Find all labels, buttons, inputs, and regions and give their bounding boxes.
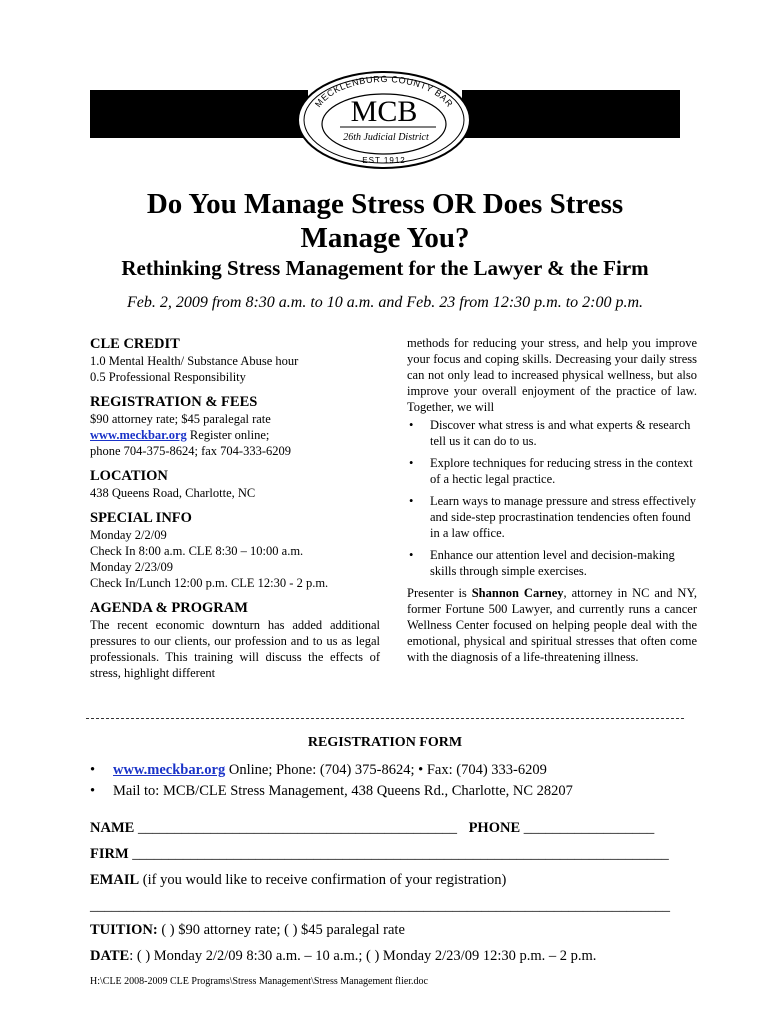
bullet-icon: • bbox=[90, 783, 96, 799]
email-note: (if you would like to receive confirmation of your registration) bbox=[139, 872, 507, 888]
location-address: 438 Queens Road, Charlotte, NC bbox=[90, 486, 256, 500]
special-line-2: Check In 8:00 a.m. CLE 8:30 – 10:00 a.m. bbox=[90, 544, 304, 558]
firm-row bbox=[90, 846, 690, 863]
subtitle: Rethinking Stress Management for the Lawyer & the Firm bbox=[121, 256, 649, 280]
meckbar-link[interactable]: www.meckbar.org bbox=[90, 428, 187, 442]
event-dates: Feb. 2, 2009 from 8:30 a.m. to 10 a.m. and Feb. 23 from 12:30 p.m. to 2:00 p.m. bbox=[126, 294, 644, 311]
special-line-3: Monday 2/23/09 bbox=[90, 560, 173, 574]
phone-label: PHONE bbox=[468, 820, 521, 836]
registration-form-title: REGISTRATION FORM bbox=[307, 735, 463, 750]
logo-ring-text: MECKLENBURG COUNTY BAR bbox=[312, 73, 456, 110]
presenter-name: Shannon Carney bbox=[471, 586, 564, 600]
name-phone-row bbox=[90, 820, 690, 837]
date-row bbox=[90, 948, 690, 965]
firm-label: FIRM bbox=[90, 846, 129, 862]
bullet-icon: • bbox=[409, 456, 414, 470]
list-item: • Learn ways to manage pressure and stress effectively and side-step procrastination tendencies often found in a law office. bbox=[409, 494, 696, 540]
intro-paragraph: methods for reducing your stress, and help you improve your focus and coping skills. Decreasing your daily stress can not only lead to increased physical wellness, but also improve your overall enjoyment of the practice of law. Together, we will bbox=[407, 336, 697, 414]
registration-methods bbox=[90, 760, 690, 802]
date-label: DATE bbox=[90, 948, 130, 964]
left-column bbox=[90, 335, 380, 681]
firm-field[interactable]: __________________________________________________________________________ bbox=[132, 846, 669, 862]
phone-field[interactable]: __________________ bbox=[523, 820, 655, 836]
title-line-2: Manage You? bbox=[300, 222, 470, 254]
header-banner-left bbox=[90, 90, 308, 138]
bullet-icon: • bbox=[409, 494, 414, 508]
title-line-1: Do You Manage Stress OR Does Stress bbox=[146, 188, 624, 220]
right-column bbox=[407, 335, 697, 665]
file-path-footer: H:\CLE 2008-2009 CLE Programs\Stress Management\Stress Management flier.doc bbox=[90, 976, 428, 987]
fees-line-2 bbox=[90, 427, 380, 443]
special-line-1: Monday 2/2/09 bbox=[90, 528, 167, 542]
bullet-icon: • bbox=[409, 548, 414, 562]
cut-line-divider bbox=[86, 718, 684, 719]
logo-initials: MCB bbox=[350, 95, 418, 128]
email-label: EMAIL bbox=[90, 872, 140, 888]
fees-register-text: Register online; bbox=[186, 428, 270, 442]
list-item: • Mail to: MCB/CLE Stress Management, 438 Queens Rd., Charlotte, NC 28207 bbox=[90, 781, 690, 802]
list-item: • www.meckbar.org Online; Phone: (704) 375-8624; • Fax: (704) 333-6209 bbox=[90, 760, 690, 781]
cle-line-2: 0.5 Professional Responsibility bbox=[90, 370, 246, 384]
fees-heading: REGISTRATION & FEES bbox=[90, 394, 258, 410]
special-info-heading: SPECIAL INFO bbox=[90, 510, 192, 526]
mcb-logo bbox=[296, 70, 472, 170]
header-banner-right bbox=[462, 90, 680, 138]
goals-list bbox=[407, 417, 697, 579]
special-line-4: Check In/Lunch 12:00 p.m. CLE 12:30 - 2 p.m. bbox=[90, 576, 329, 590]
email-row bbox=[90, 872, 690, 889]
email-field[interactable]: ________________________________________________________________________________ bbox=[90, 898, 670, 914]
registration-online-link[interactable]: www.meckbar.org bbox=[113, 762, 226, 778]
cle-line-1: 1.0 Mental Health/ Substance Abuse hour bbox=[90, 354, 299, 368]
cle-heading: CLE CREDIT bbox=[90, 336, 180, 352]
bullet-icon: • bbox=[409, 418, 414, 432]
list-item: • Discover what stress is and what experts & research tell us it can do to us. bbox=[409, 418, 691, 448]
fees-line-3: phone 704-375-8624; fax 704-333-6209 bbox=[90, 444, 292, 458]
agenda-heading: AGENDA & PROGRAM bbox=[90, 600, 248, 616]
presenter-paragraph: Presenter is Shannon Carney, attorney in NC and NY, former Fortune 500 Lawyer, and currently runs a cancer Wellness Center focused on helping people deal with the emotional, physical and spiritual stresses that often come with the diagnosis of a life-threatening illness. bbox=[407, 586, 697, 664]
logo-established: EST 1912 bbox=[362, 156, 406, 165]
tuition-options[interactable]: ( ) $90 attorney rate; ( ) $45 paralegal rate bbox=[157, 922, 405, 938]
tuition-label: TUITION: bbox=[90, 922, 158, 938]
list-item: • Enhance our attention level and decision-making skills through simple exercises. bbox=[409, 548, 675, 578]
name-field[interactable]: ____________________________________________ bbox=[137, 820, 457, 836]
date-options[interactable]: : ( ) Monday 2/2/09 8:30 a.m. – 10 a.m.; ( ) Monday 2/23/09 12:30 p.m. – 2 p.m. bbox=[129, 948, 597, 964]
logo-district: 26th Judicial District bbox=[343, 132, 429, 143]
name-label: NAME bbox=[90, 820, 135, 836]
location-heading: LOCATION bbox=[90, 468, 168, 484]
bullet-icon: • bbox=[90, 762, 96, 778]
tuition-row bbox=[90, 922, 690, 939]
fees-line-1: $90 attorney rate; $45 paralegal rate bbox=[90, 412, 271, 426]
list-item: • Explore techniques for reducing stress in the context of a hectic legal practice. bbox=[409, 456, 693, 486]
agenda-text: The recent economic downturn has added additional pressures to our clients, our profession and to us as legal professionals. This training will discuss the effects of stress, highlight different bbox=[90, 618, 380, 680]
